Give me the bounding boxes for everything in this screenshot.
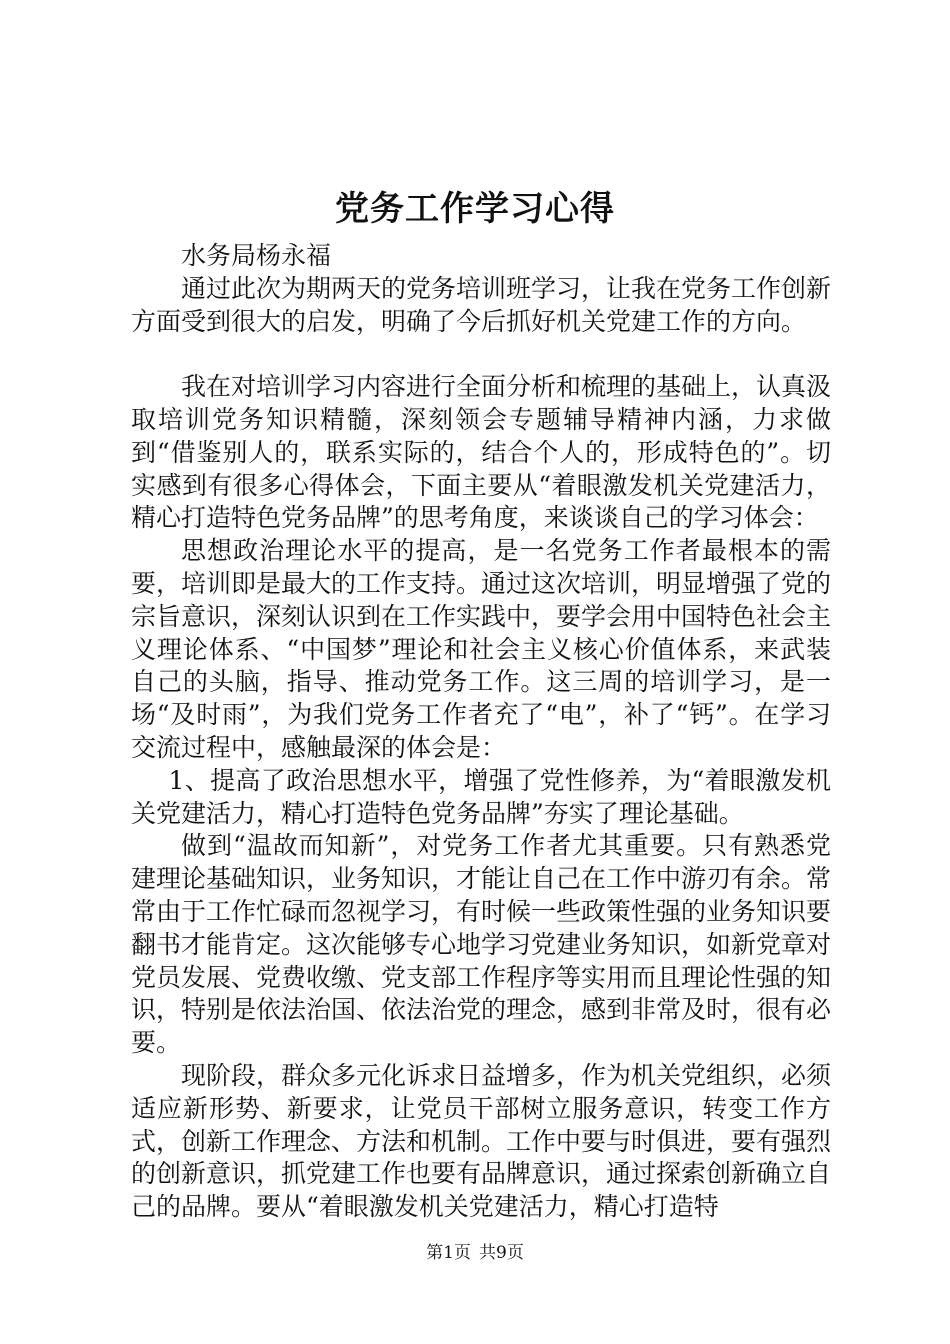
page-total: 共9页 — [479, 1243, 524, 1263]
paragraph-point-1: 1、提高了政治思想水平，增强了党性修养，为“着眼激发机关党建活力，精心打造特色党务品牌”夯实了理论基础。 — [131, 765, 831, 828]
paragraph-intro: 通过此次为期两天的党务培训班学习，让我在党务工作创新方面受到很大的启发，明确了今后抓好机关党建工作的方向。 — [131, 273, 832, 336]
document-body — [131, 240, 831, 1224]
document-title: 党务工作学习心得 — [335, 189, 615, 229]
paragraph-theory: 思想政治理论水平的提高，是一名党务工作者最根本的需要，培训即是最大的工作支持。通过这次培训，明显增强了党的宗旨意识，深刻认识到在工作实践中，要学会用中国特色社会主义理论体系、“中国梦”理论和社会主义核心价值体系，来武装自己的头脑，指导、推动党务工作。这三周的培训学习，是一场“及时雨”，为我们党务工作者充了“电”，补了“钙”。在学习交流过程中，感触最深的体会是： — [131, 536, 832, 762]
paragraph-knowledge: 做到“温故而知新”，对党务工作者尤其重要。只有熟悉党建理论基础知识，业务知识，才能让自己在工作中游刃有余。常常由于工作忙碌而忽视学习，有时候一些政策性强的业务知识要翻书才能肯定。这次能够专心地学习党建业务知识，如新党章对党员发展、党费收缴、党支部工作程序等实用而且理论性强的知识，特别是依法治国、依法治党的理念，感到非常及时，很有必要。 — [131, 831, 832, 1058]
page-number: 第1页 — [426, 1243, 471, 1263]
page-footer — [0, 1241, 950, 1265]
author-line: 水务局杨永福 — [181, 241, 332, 270]
paragraph-analysis: 我在对培训学习内容进行全面分析和梳理的基础上，认真汲取培训党务知识精髓，深刻领会专题辅导精神内涵，力求做到“借鉴别人的，联系实际的，结合个人的，形成特色的”。切实感到有很多心得体会，下面主要从“着眼激发机关党建活力，精心打造特色党务品牌”的思考角度，来谈谈自己的学习体会： — [131, 372, 832, 533]
paragraph-innovation: 现阶段，群众多元化诉求日益增多，作为机关党组织，必须适应新形势、新要求，让党员干部树立服务意识，转变工作方式，创新工作理念、方法和机制。工作中要与时俱进，要有强烈的创新意识，抓党建工作也要有品牌意识，通过探索创新确立自己的品牌。要从“着眼激发机关党建活力，精心打造特 — [131, 1060, 832, 1222]
paragraph-spacer — [131, 338, 831, 371]
